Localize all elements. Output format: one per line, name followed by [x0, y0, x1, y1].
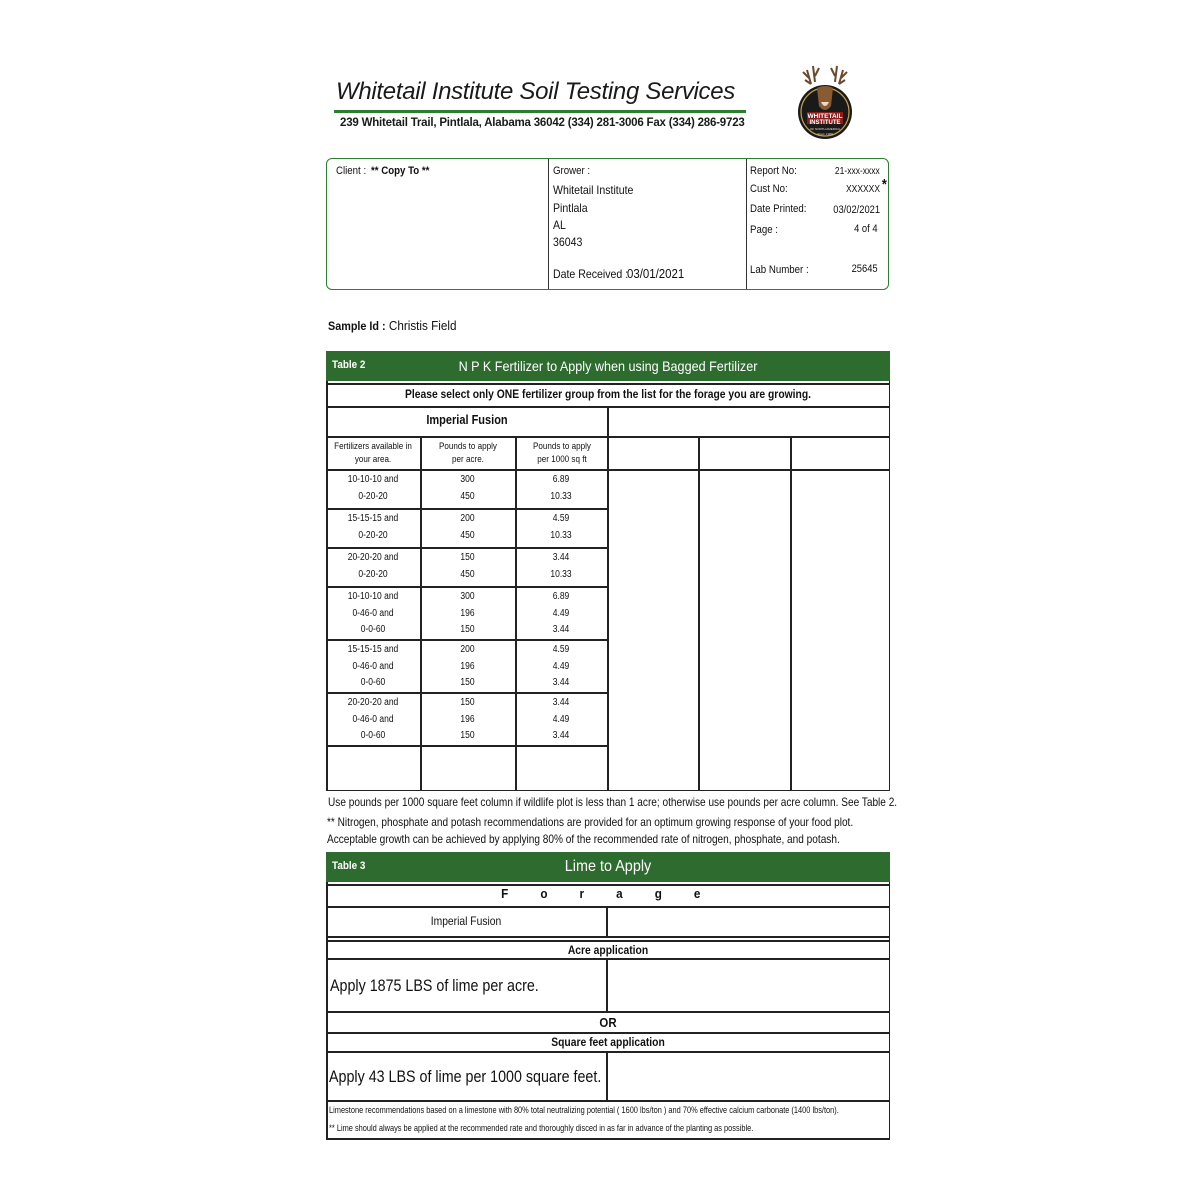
sqft-application-text: Apply 43 LBS of lime per 1000 square feet. [329, 1067, 602, 1086]
divider [606, 958, 608, 1012]
pounds-per-acre-value: 450 [460, 529, 475, 541]
date-received-value: 03/01/2021 [627, 266, 685, 281]
pounds-per-sqft-value: 3.44 [552, 552, 570, 563]
report-no-value: 21-xxx-xxxx [835, 166, 880, 177]
note-pounds-column: Use pounds per 1000 square feet column if wildlife plot is less than 1 acre; otherwise use pounds per acre column. See Table 2. [328, 795, 898, 809]
lime-footnote-1: Limestone recommendations based on a limestone with 80% total neutralizing potential ( 1600 lbs/ton ) and 70% effective calcium carbonate (1400 lbs/ton). [329, 1105, 839, 1116]
rule [326, 1051, 890, 1053]
company-title: Whitetail Institute Soil Testing Services [336, 78, 735, 105]
group-row-divider [326, 586, 608, 588]
pounds-per-acre-value: 150 [460, 677, 475, 688]
pounds-per-sqft-value: 4.49 [552, 607, 570, 619]
rule [326, 383, 890, 385]
fertilizer-value: 0-46-0 and [352, 607, 394, 619]
col-header-per-sqft: Pounds to apply per 1000 sq ft [533, 441, 591, 465]
rule [326, 1032, 890, 1034]
whitetail-logo [797, 62, 853, 144]
rule [326, 906, 890, 908]
forage-header: F o r a g e [501, 886, 715, 901]
report-info-box [326, 158, 889, 290]
note-acceptable-growth: Acceptable growth can be achieved by applying 80% of the recommended rate of nitrogen, phosphate, and potash. [327, 832, 840, 846]
rule [326, 436, 890, 438]
logo-text-3: OF NORTH AMERICA [810, 127, 840, 131]
acre-application-text: Apply 1875 LBS of lime per acre. [330, 976, 539, 995]
fertilizer-value: 20-20-20 and [347, 552, 399, 563]
fertilizer-value: 0-0-60 [360, 730, 386, 741]
pounds-per-sqft-value: 4.59 [552, 513, 570, 524]
date-received-label: Date Received : [553, 267, 629, 281]
group-row-divider [326, 547, 608, 549]
grower-state: AL [553, 218, 566, 232]
company-address: 239 Whitetail Trail, Pintlala, Alabama 36042 (334) 281-3006 Fax (334) 286-9723 [340, 117, 745, 129]
rule [326, 1011, 890, 1013]
lime-footnote-2: ** Lime should always be applied at the recommended rate and thoroughly disced in as far in advance of the planting as possible. [329, 1123, 754, 1134]
fertilizer-value: 0-46-0 and [352, 713, 394, 725]
lab-number-label: Lab Number : [750, 264, 809, 276]
cust-no-value: XXXXXX [845, 184, 880, 195]
group-row-divider [326, 692, 608, 694]
pounds-per-acre-value: 150 [460, 697, 475, 708]
page-label: Page : [750, 224, 778, 236]
forage-name: Imperial Fusion [426, 413, 508, 427]
fertilizer-value: 0-20-20 [358, 490, 388, 502]
fertilizer-value: 0-46-0 and [352, 660, 394, 672]
pounds-per-acre-value: 450 [460, 568, 475, 580]
sample-id-label: Sample Id : [328, 319, 386, 333]
fertilizer-value: 15-15-15 and [347, 513, 399, 524]
client-value: ** Copy To ** [371, 165, 430, 177]
divider [606, 1051, 608, 1101]
pounds-per-acre-value: 300 [460, 474, 475, 485]
pounds-per-sqft-value: 6.89 [552, 591, 570, 602]
grower-zip: 36043 [553, 235, 583, 249]
pounds-per-acre-value: 196 [460, 713, 475, 725]
acre-application-header: Acre application [567, 943, 649, 957]
table-3-forage: Imperial Fusion [430, 914, 502, 928]
pounds-per-acre-value: 196 [460, 607, 475, 619]
pounds-per-acre-value: 450 [460, 490, 475, 502]
divider-col2 [515, 436, 517, 790]
pounds-per-sqft-value: 6.89 [552, 474, 570, 485]
page-value: 4 of 4 [854, 223, 878, 235]
fertilizer-value: 15-15-15 and [347, 644, 399, 655]
divider-right-a [698, 436, 700, 790]
fertilizer-value: 0-20-20 [358, 568, 388, 580]
logo-text-2: INSTITUTE [809, 120, 841, 126]
title-underline [334, 110, 746, 113]
pounds-per-sqft-value: 4.59 [552, 644, 570, 655]
date-printed-value: 03/02/2021 [833, 204, 880, 216]
sqft-application-header: Square feet application [551, 1035, 665, 1049]
rule [326, 936, 890, 938]
pounds-per-sqft-value: 10.33 [550, 490, 572, 502]
rule [326, 469, 890, 471]
or-separator: OR [599, 1015, 617, 1030]
divider-col1 [420, 436, 422, 790]
pounds-per-sqft-value: 3.44 [552, 624, 570, 635]
report-column [747, 159, 888, 289]
sample-id-value: Christis Field [388, 318, 457, 333]
table-3-lime [326, 852, 890, 1140]
cust-no-star: * [882, 176, 887, 193]
fertilizer-value: 20-20-20 and [347, 697, 399, 708]
grower-name: Whitetail Institute [553, 183, 634, 197]
pounds-per-sqft-value: 3.44 [552, 677, 570, 688]
logo-text-1: WHITETAIL [807, 113, 843, 120]
pounds-per-acre-value: 300 [460, 591, 475, 602]
col-header-per-acre: Pounds to apply per acre. [439, 441, 497, 465]
date-printed-label: Date Printed: [750, 203, 807, 215]
pounds-per-sqft-value: 4.49 [552, 660, 570, 672]
fertilizer-value: 10-10-10 and [347, 591, 399, 602]
table-3-tag: Table 3 [332, 860, 366, 872]
pounds-per-sqft-value: 3.44 [552, 730, 570, 741]
grower-column [549, 159, 747, 289]
group-row-divider [326, 639, 608, 641]
report-no-label: Report No: [750, 165, 797, 177]
table-2-title-bar [326, 351, 890, 381]
divider-forage [607, 406, 609, 790]
fertilizer-value: 0-20-20 [358, 529, 388, 541]
cust-no-label: Cust No: [750, 183, 788, 195]
rule [326, 1100, 890, 1102]
divider-right-b [790, 436, 792, 790]
pounds-per-acre-value: 200 [460, 644, 475, 655]
group-row-divider [326, 745, 608, 747]
table-2-tag: Table 2 [332, 359, 366, 371]
frame-right [889, 381, 891, 791]
note-npk-optimum: ** Nitrogen, phosphate and potash recommendations are provided for an optimum growing response of your food plot. [327, 815, 854, 829]
group-row-divider [326, 508, 608, 510]
table-2-instruction: Please select only ONE fertilizer group from the list for the forage you are growing. [404, 387, 812, 401]
logo-text-4: Since 1988 [817, 132, 833, 136]
rule [326, 958, 890, 960]
pounds-per-acre-value: 150 [460, 552, 475, 563]
table-3-title-bar [326, 852, 890, 882]
grower-city: Pintlala [553, 201, 588, 215]
table-3-title: Lime to Apply [564, 858, 652, 875]
fertilizer-value: 0-0-60 [360, 624, 386, 635]
pounds-per-acre-value: 150 [460, 730, 475, 741]
sample-id [328, 318, 456, 333]
client-label: Client : [336, 165, 367, 177]
rule [326, 940, 890, 942]
frame-bottom [326, 1138, 890, 1140]
pounds-per-acre-value: 196 [460, 660, 475, 672]
lab-number-value: 25645 [851, 263, 878, 275]
table-2-title: N P K Fertilizer to Apply when using Bagged Fertilizer [458, 358, 758, 374]
client-column [327, 159, 549, 289]
pounds-per-sqft-value: 10.33 [550, 529, 572, 541]
pounds-per-acre-value: 200 [460, 513, 475, 524]
col-header-fertilizers: Fertilizers available in your area. [334, 441, 412, 465]
pounds-per-sqft-value: 10.33 [550, 568, 572, 580]
pounds-per-sqft-value: 3.44 [552, 697, 570, 708]
fertilizer-value: 10-10-10 and [347, 474, 399, 485]
fertilizer-value: 0-0-60 [360, 677, 386, 688]
grower-label: Grower : [553, 165, 591, 177]
pounds-per-sqft-value: 4.49 [552, 713, 570, 725]
table-2-npk-fertilizer [326, 351, 890, 791]
divider [606, 906, 608, 937]
pounds-per-acre-value: 150 [460, 624, 475, 635]
